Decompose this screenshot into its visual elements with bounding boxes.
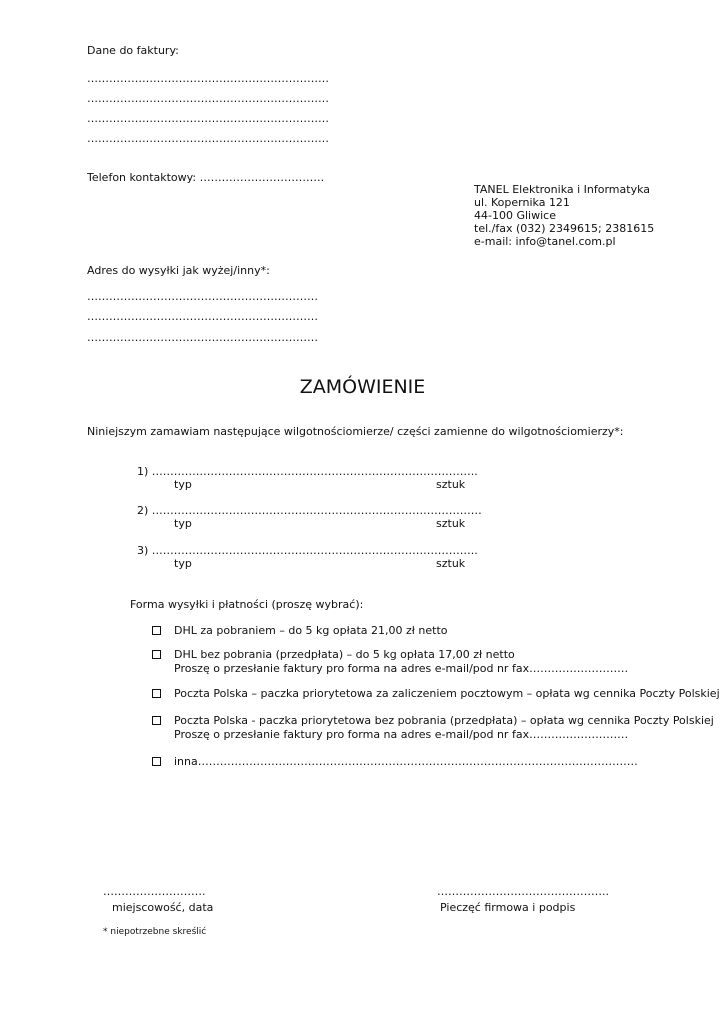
footnote: * niepotrzebne skreślić <box>103 927 207 937</box>
shipping-option-2-checkbox[interactable] <box>152 650 161 659</box>
shipping-address-line-3[interactable]: ……………………………………………………… <box>87 331 318 344</box>
shipping-address-line-1[interactable]: ……………………………………………………… <box>87 290 318 303</box>
stamp-signature-label: Pieczęć firmowa i podpis <box>440 901 576 914</box>
order-item-1-type-label: typ <box>174 478 192 491</box>
invoice-label: Dane do faktury: <box>87 44 179 57</box>
company-name: TANEL Elektronika i Informatyka <box>474 183 650 196</box>
shipping-option-1-checkbox[interactable] <box>152 626 161 635</box>
invoice-line-2[interactable]: ………………………………………………………… <box>87 92 329 105</box>
invoice-line-1[interactable]: ………………………………………………………… <box>87 72 329 85</box>
shipping-option-2-fax-field[interactable]: Proszę o przesłanie faktury pro forma na adres e-mail/pod nr fax……………………… <box>174 662 629 675</box>
shipping-option-5-checkbox[interactable] <box>152 757 161 766</box>
shipping-option-4-fax-field[interactable]: Proszę o przesłanie faktury pro forma na adres e-mail/pod nr fax……………………… <box>174 728 629 741</box>
company-street: ul. Kopernika 121 <box>474 196 570 209</box>
order-item-3-qty-label: sztuk <box>436 557 466 570</box>
shipping-option-1-label: DHL za pobraniem – do 5 kg opłata 21,00 zł netto <box>174 624 448 637</box>
shipping-option-4-checkbox[interactable] <box>152 716 161 725</box>
company-city: 44-100 Gliwice <box>474 209 556 222</box>
order-item-2-type-label: typ <box>174 517 192 530</box>
place-date-label: miejscowość, data <box>112 901 214 914</box>
order-item-2-line[interactable]: 2) ……………………………………………………………………………… <box>137 504 482 517</box>
company-email: e-mail: info@tanel.com.pl <box>474 235 616 248</box>
invoice-line-4[interactable]: ………………………………………………………… <box>87 132 329 145</box>
order-item-3-line[interactable]: 3) …………………………………………………………………………….. <box>137 544 478 557</box>
order-item-2-qty-label: sztuk <box>436 517 466 530</box>
order-item-3-type-label: typ <box>174 557 192 570</box>
shipping-option-4-label: Poczta Polska - paczka priorytetowa bez pobrania (przedpłata) – opłata wg cennika Poczty Polskiej <box>174 714 714 727</box>
order-item-1-line[interactable]: 1) …………………………………………………………………………….. <box>137 465 478 478</box>
shipping-form-label: Forma wysyłki i płatności (proszę wybrać): <box>130 598 364 611</box>
invoice-line-3[interactable]: ………………………………………………………… <box>87 112 329 125</box>
shipping-address-label: Adres do wysyłki jak wyżej/inny*: <box>87 264 270 277</box>
place-date-field[interactable]: ………………………. <box>103 885 206 898</box>
shipping-address-line-2[interactable]: ……………………………………………………… <box>87 310 318 323</box>
shipping-option-2-label: DHL bez pobrania (przedpłata) – do 5 kg opłata 17,00 zł netto <box>174 648 515 661</box>
shipping-option-3-checkbox[interactable] <box>152 689 161 698</box>
shipping-option-3-label: Poczta Polska – paczka priorytetowa za zaliczeniem pocztowym – opłata wg cennika Poczty Polskiej <box>174 687 720 700</box>
company-phone: tel./fax (032) 2349615; 2381615 <box>474 222 655 235</box>
shipping-option-5-other-field[interactable]: inna………………………………………………………………………………………………………… <box>174 755 638 768</box>
order-item-1-qty-label: sztuk <box>436 478 466 491</box>
order-intro: Niniejszym zamawiam następujące wilgotnościomierze/ części zamienne do wilgotnościomierzy*: <box>87 425 624 438</box>
stamp-signature-field[interactable]: ……………………………………….. <box>437 885 609 898</box>
document-title: ZAMÓWIENIE <box>299 376 426 398</box>
contact-phone-field[interactable]: Telefon kontaktowy: ……………………………. <box>87 171 325 184</box>
